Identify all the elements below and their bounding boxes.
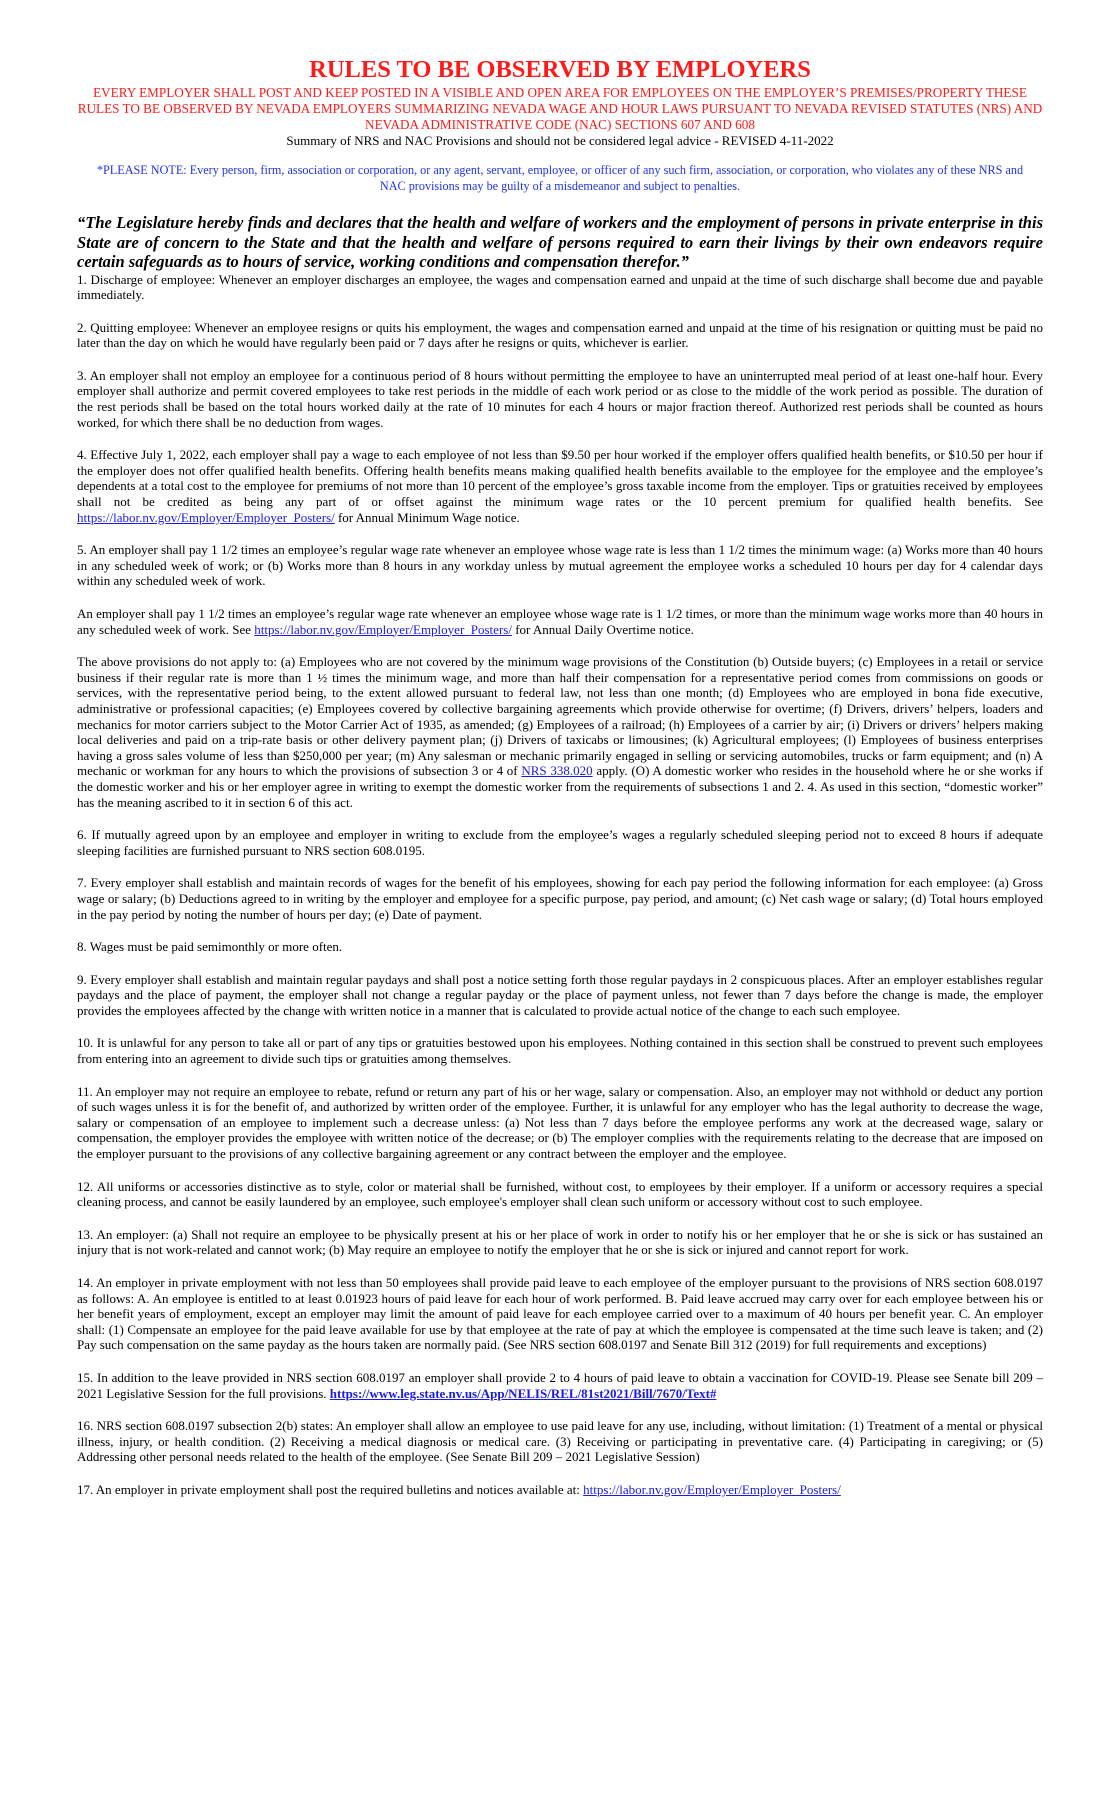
page-title: RULES TO BE OBSERVED BY EMPLOYERS [309,56,811,83]
nrs-338-020-link[interactable]: NRS 338.020 [521,763,593,779]
rule-5-exemptions-tail: apply. (O) A domestic worker who resides in the household where he or she works if the domestic worker and his or her employer agree in writing to exempt the domestic worker from the requirements of subsections 1 and 2. 4. As used in this section, “domestic worker” has the meaning ascribed to it in section 6 of this act. [77,763,1043,810]
employer-posters-link[interactable]: https://labor.nv.gov/Employer/Employer_Posters/ [77,509,335,525]
rule-7: 7. Every employer shall establish and maintain records of wages for the benefit of his employees, showing for each pay period the following information for each employee: (a) Gross wage or salary; (b) Deductions agreed to in writing by the employer and employee for a specific purpose, pay period, and amount; (c) Net cash wage or salary; (d) Total hours employed in the pay period by noting the number of hours per day; (e) Date of payment. [77,875,1043,922]
rule-5-overtime-text: An employer shall pay 1 1/2 times an employee’s regular wage rate whenever an employee whose wage rate is 1 1/2 times, or more than the minimum wage works more than 40 hours in any scheduled week of work. See [77,606,1043,637]
rule-1: 1. Discharge of employee: Whenever an employer discharges an employee, the wages and compensation earned and unpaid at the time of such discharge shall become due and payable immediately. [77,271,1043,303]
legislative-quote: “The Legislature hereby finds and declares that the health and welfare of workers and the employment of persons in private enterprise in this State are of concern to the State and that the health and welfare of persons required to earn their livings by their own endeavors require certain safeguards as to hours of service, working conditions and compensation therefor.” [77,213,1043,271]
rule-14: 14. An employer in private employment with not less than 50 employees shall provide paid leave to each employee of the employer pursuant to the provisions of NRS section 608.0197 as follows: A. An employee is entitled to at least 0.01923 hours of paid leave for each hour of work performed. B. Paid leave accrued may carry over for each employee between his or her benefit years of employment, except an employer may limit the amount of paid leave for each employee carried over to a maximum of 40 hours per benefit year. C. An employer shall: (1) Compensate an employee for the paid leave available for use by that employee at the rate of pay at which the employee is compensated at the time such leave is taken; and (2) Pay such compensation on the same payday as the hours taken are normally paid. (See NRS section 608.0197 and Senate Bill 312 (2019) for full requirements and exceptions) [77,1275,1043,1353]
rule-12: 12. All uniforms or accessories distinctive as to style, color or material shall be furnished, without cost, to employees by their employer. If a uniform or accessory requires a special cleaning process, and cannot be easily laundered by an employee, such employee's employer shall clean such uniform or accessory without cost to such employee. [77,1178,1043,1210]
rule-5: 5. An employer shall pay 1 1/2 times an employee’s regular wage rate whenever an employee whose wage rate is less than 1 1/2 times the minimum wage: (a) Works more than 40 hours in any scheduled week of work; or (b) Works more than 8 hours in any workday unless by mutual agreement the employee works a scheduled 10 hours per day for 4 calendar days within any scheduled week of work. [77,542,1043,589]
rule-6: 6. If mutually agreed upon by an employee and employer in writing to exclude from the employee’s wages a regularly scheduled sleeping period not to exceed 8 hours if adequate sleeping facilities are furnished pursuant to NRS section 608.0195. [77,827,1043,858]
rule-15-text: 15. In addition to the leave provided in NRS section 608.0197 an employer shall provide 2 to 4 hours of paid leave to obtain a vaccination for COVID-19. Please see Senate bill 209 – 2021 Legislative Session for the full provisions. [77,1369,1043,1401]
rule-13: 13. An employer: (a) Shall not require an employee to be physically present at his or her place of work in order to notify his or her employer that he or she is sick or has sustained an injury that is not work-related and cannot work; (b) May require an employee to notify the employer that he or she is sick or injured and cannot report for work. [77,1226,1043,1258]
rule-5-exemptions [77,654,1043,810]
rule-8: 8. Wages must be paid semimonthly or more often. [77,939,343,955]
rule-16: 16. NRS section 608.0197 subsection 2(b) states: An employer shall allow an employee to use paid leave for any use, including, without limitation: (1) Treatment of a mental or physical illness, injury, or health condition. (2) Receiving a medical diagnosis or medical care. (3) Receiving or participating in preventative care. (4) Participating in caregiving; or (5) Addressing other personal needs related to the health of the employee. (See Senate Bill 209 – 2021 Legislative Session) [77,1418,1043,1465]
rule-11: 11. An employer may not require an employee to rebate, refund or return any part of his or her wage, salary or compensation. Also, an employer may not withhold or deduct any portion of such wages unless it is for the benefit of, and authorized by written order of the employee. Further, it is unlawful for any employer who has the legal authority to decrease the wage, salary or compensation of an employee to implement such a decrease unless: (a) Not less than 7 days before the employee performs any work at the decreased wage, salary or compensation, the employer provides the employee with written notice of the decrease; or (b) The employer complies with the requirements relating to the decrease that are imposed on the employer pursuant to the provisions of any collective bargaining agreement or any contract between the employer and the employee. [77,1083,1043,1162]
rule-2: 2. Quitting employee: Whenever an employee resigns or quits his employment, the wages and compensation earned and unpaid at the time of his resignation or quitting must be paid no later than the day on which he would have regularly been paid or 7 days after he resigns or quits, whichever is earlier. [77,319,1043,351]
document-body [77,56,1043,1498]
posting-requirement: EVERY EMPLOYER SHALL POST AND KEEP POSTED IN A VISIBLE AND OPEN AREA FOR EMPLOYEES ON THE EMPLOYER’S PREMISES/PROPERTY THESE RULES TO BE OBSERVED BY NEVADA EMPLOYERS SUMMARIZING NEVADA WAGE AND HOUR LAWS PURSUANT TO NEVADA REVISED STATUTES (NRS) AND NEVADA ADMINISTRATIVE CODE (NAC) SECTIONS 607 AND 608 [77,85,1043,132]
rule-15 [77,1370,1043,1401]
rule-4 [77,447,1043,525]
penalty-note: *PLEASE NOTE: Every person, firm, association or corporation, or any agent, servant, employee, or officer of any such firm, association, or corporation, who violates any of these NRS and NAC provisions may be guilty of a misdemeanor and subject to penalties. [96,163,1024,193]
rule-9: 9. Every employer shall establish and maintain regular paydays and shall post a notice setting forth those regular paydays in 2 conspicuous places. After an employer establishes regular paydays and the place of payment, the employer shall not change a regular payday or the place of payment unless, not fewer than 7 days before the change is made, the employer provides the employees affected by the change with written notice in a manner that is calculated to provide actual notice of the change to each such employee. [77,971,1043,1018]
rule-3: 3. An employer shall not employ an employee for a continuous period of 8 hours without permitting the employee to have an uninterrupted meal period of at least one-half hour. Every employer shall authorize and permit covered employees to take rest periods in the middle of each work period or as close to the middle of the work period as possible. The duration of the rest periods shall be based on the total hours worked daily at the rate of 10 minutes for each 4 hours or major fraction thereof. Authorized rest periods shall be counted as hours worked, for which there shall be no deduction from wages. [77,367,1043,430]
rule-17 [77,1482,1043,1498]
senate-bill-209-link[interactable]: https://www.leg.state.nv.us/App/NELIS/REL/81st2021/Bill/7670/Text# [329,1385,717,1401]
rule-17-text: 17. An employer in private employment shall post the required bulletins and notices available at: [77,1481,584,1497]
rule-5-exemptions-text: The above provisions do not apply to: (a) Employees who are not covered by the minimum wage provisions of the Constitution (b) Outside buyers; (c) Employees in a retail or service business if their regular rate is more than 1 ½ times the minimum wage, and more than half their compensation for a representative period comes from commissions on goods or services, with the representative period being, to the extent allowed pursuant to federal law, not less than one month; (d) Employees who are employed in bona fide executive, administrative or professional capacities; (e) Employees covered by collective bargaining agreements which provide otherwise for overtime; (f) Drivers, drivers’ helpers, loaders and mechanics for motor carriers subject to the Motor Carrier Act of 1935, as amended; (g) Employees of a railroad; (h) Employees of a carrier by air; (i) Drivers or drivers’ helpers making local deliveries and paid on a trip-rate basis or other delivery payment plan; (j) Drivers of taxicabs or limousines; (k) Agricultural employees; (l) Employees of business enterprises having a gross sales volume of less than $250,000 per year; (m) Any salesman or mechanic primarily engaged in selling or servicing automobiles, trucks or farm equipment; and (n) A mechanic or workman for any hours to which the provisions of subsection 3 or 4 of [77,654,1043,779]
rule-4-tail: for Annual Minimum Wage notice. [334,509,520,525]
overtime-posters-link[interactable]: https://labor.nv.gov/Employer/Employer_Posters/ [254,621,512,637]
required-notices-link[interactable]: https://labor.nv.gov/Employer/Employer_Posters/ [583,1481,841,1497]
rule-10: 10. It is unlawful for any person to take all or part of any tips or gratuities bestowed upon his employees. Nothing contained in this section shall be construed to prevent such employees from entering into an agreement to divide such tips or gratuities among themselves. [77,1035,1043,1067]
revision-summary: Summary of NRS and NAC Provisions and should not be considered legal advice - REVISED 4-11-2022 [286,133,834,148]
rule-5-overtime [77,606,1043,637]
rule-5-overtime-tail: for Annual Daily Overtime notice. [511,621,694,637]
rule-4-text: 4. Effective July 1, 2022, each employer shall pay a wage to each employee of not less than $9.50 per hour worked if the employer offers qualified health benefits, or $10.50 per hour if the employer does not offer qualified health benefits. Offering health benefits means making qualified health benefits available to the employee for the employee and the employee’s dependents at a total cost to the employee for premiums of not more than 10 percent of the employee’s gross taxable income from the employer. Tips or gratuities received by employees shall not be credited as being any part of or offset against the minimum wage rates or the 10 percent premium for qualified health benefits. See [77,447,1043,510]
